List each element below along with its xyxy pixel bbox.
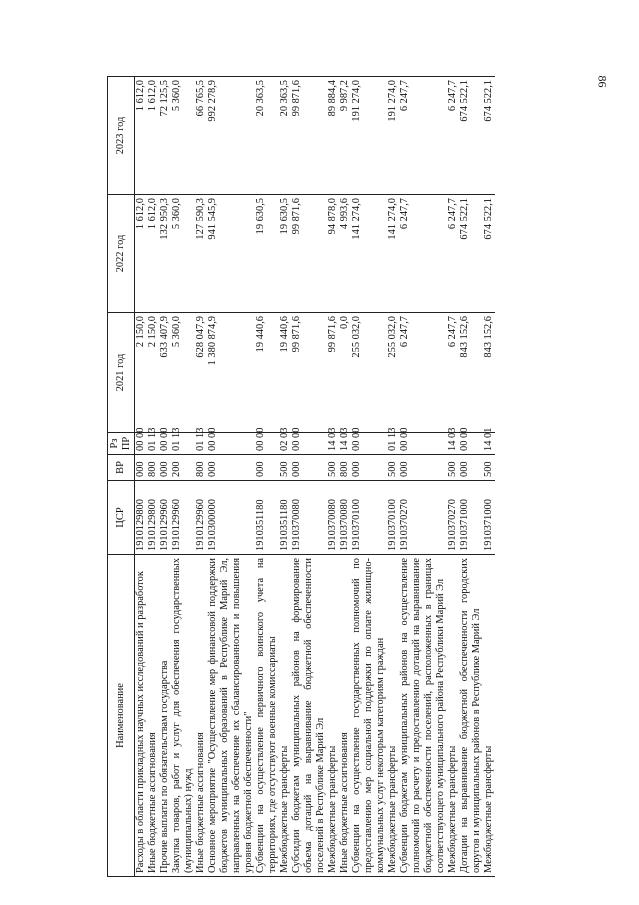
table-row (207, 77, 255, 877)
table-body (135, 77, 496, 877)
row-2023-cell: 191 274,0 (351, 77, 387, 195)
row-2021-cell: 2 150,0 (147, 313, 159, 433)
row-csr-cell: 1910129960 (159, 481, 171, 555)
row-rz-cell (135, 427, 148, 455)
rz-code: 00 (135, 440, 146, 451)
row-2023-cell: 992 278,9 (207, 77, 255, 195)
pr-code: 00 (255, 427, 266, 438)
pr-code: 00 (135, 427, 146, 438)
row-2022-cell: 674 522,1 (459, 195, 483, 313)
row-2021-cell: 843 152,6 (483, 313, 495, 433)
row-name-cell: Иные бюджетные ассигнования (147, 555, 159, 877)
row-vr-cell: 500 (279, 455, 291, 481)
header-name: Наименование (108, 555, 135, 877)
header-rz-pr: Рз ПР (108, 433, 135, 455)
row-name-cell: Субвенции на осуществление первичного воинского учета на территориях, где отсутствуют военные комиссариаты (255, 555, 279, 877)
table-row (255, 77, 279, 877)
row-name-cell: Межбюджетные трансферты (447, 555, 459, 877)
budget-table-wrapper (107, 77, 537, 877)
row-csr-cell: 1910370080 (291, 481, 327, 555)
row-rz-cell (195, 427, 207, 455)
row-rz-cell (171, 427, 195, 455)
row-name-cell: Иные бюджетные ассигнования (195, 555, 207, 877)
row-csr-cell: 1910129960 (195, 481, 207, 555)
row-vr-cell: 000 (135, 455, 148, 481)
pr-code: 00 (207, 427, 218, 438)
budget-table (107, 76, 495, 877)
row-name-cell: Субвенции на осуществление государственных полномочий по предоставлению мер социальной поддержки по оплате жилищно-коммунальных услуг некоторым категориям граждан (351, 555, 387, 877)
row-name-cell: Дотации на выравнивание бюджетной обеспеченности городских округов и муниципальных районов в Республике Марий Эл (459, 555, 483, 877)
rz-code: 01 (195, 440, 206, 451)
row-2021-cell: 633 407,9 (159, 313, 171, 433)
row-2023-cell: 66 765,5 (195, 77, 207, 195)
row-2022-cell: 127 590,3 (195, 195, 207, 313)
row-2023-cell: 191 274,0 (387, 77, 399, 195)
rz-code: 00 (255, 440, 266, 451)
row-csr-cell: 1910351180 (279, 481, 291, 555)
row-2021-cell: 255 032,0 (351, 313, 387, 433)
row-vr-cell: 500 (327, 455, 339, 481)
header-csr: ЦСР (108, 481, 135, 555)
pr-code: 13 (171, 427, 182, 438)
row-2021-cell: 2 150,0 (135, 313, 148, 433)
row-rz-cell (207, 427, 255, 455)
row-vr-cell: 800 (147, 455, 159, 481)
pr-code: 03 (327, 427, 338, 438)
row-vr-cell: 000 (159, 455, 171, 481)
row-csr-cell: 1910370100 (351, 481, 387, 555)
table-row (135, 77, 148, 877)
row-csr-cell: 1910370080 (339, 481, 351, 555)
table-header-row (108, 77, 135, 877)
table-row (279, 77, 291, 877)
row-2023-cell: 89 884,4 (327, 77, 339, 195)
row-csr-cell: 1910370100 (387, 481, 399, 555)
row-2022-cell: 941 545,9 (207, 195, 255, 313)
rz-code: 00 (399, 440, 410, 451)
row-2021-cell: 5 360,0 (171, 313, 195, 433)
table-row (195, 77, 207, 877)
row-csr-cell: 1910371000 (483, 481, 495, 555)
row-rz-cell (459, 427, 483, 455)
rz-code: 02 (279, 440, 290, 451)
row-csr-cell: 1910129800 (135, 481, 148, 555)
row-name-cell: Расходы в области прикладных научных исследований и разработок (135, 555, 148, 877)
table-row (351, 77, 387, 877)
row-rz-cell (147, 427, 159, 455)
row-2021-cell: 628 047,9 (195, 313, 207, 433)
row-2021-cell: 6 247,7 (399, 313, 447, 433)
row-2023-cell: 1 612,0 (147, 77, 159, 195)
row-2022-cell: 6 247,7 (399, 195, 447, 313)
row-vr-cell: 800 (195, 455, 207, 481)
row-name-cell: Межбюджетные трансферты (279, 555, 291, 877)
row-name-cell: Межбюджетные трансферты (483, 555, 495, 877)
row-vr-cell: 800 (339, 455, 351, 481)
header-2021: 2021 год (108, 313, 135, 433)
rz-code: 14 (483, 440, 494, 451)
row-vr-cell: 000 (207, 455, 255, 481)
table-row (483, 77, 495, 877)
rz-code: 14 (339, 440, 350, 451)
row-2021-cell: 1 380 874,9 (207, 313, 255, 433)
row-csr-cell: 1910370270 (399, 481, 447, 555)
pr-code: 13 (195, 427, 206, 438)
table-row (147, 77, 159, 877)
row-2023-cell: 5 360,0 (171, 77, 195, 195)
row-rz-cell (255, 427, 279, 455)
header-2023: 2023 год (108, 77, 135, 195)
row-2022-cell: 1 612,0 (147, 195, 159, 313)
row-vr-cell: 000 (291, 455, 327, 481)
row-2023-cell: 72 125,5 (159, 77, 171, 195)
row-2022-cell: 4 993,6 (339, 195, 351, 313)
row-2021-cell: 843 152,6 (459, 313, 483, 433)
row-2023-cell: 6 247,7 (447, 77, 459, 195)
rz-code: 14 (327, 440, 338, 451)
row-2021-cell: 0,0 (339, 313, 351, 433)
pr-code: 00 (351, 427, 362, 438)
page-number: 86 (595, 75, 610, 88)
row-name-cell: Межбюджетные трансферты (327, 555, 339, 877)
row-name-cell: Субвенции бюджетам муниципальных районов на осуществление полномочий по расчету и предоставлению дотаций на выравнивание бюджетной обеспеченности поселений, расположенных в границах соответствующего муниципального района Республики Марий Эл (399, 555, 447, 877)
row-2022-cell: 19 630,5 (279, 195, 291, 313)
header-vr: ВР (108, 455, 135, 481)
row-name-cell: Межбюджетные трансферты (387, 555, 399, 877)
row-2022-cell: 94 878,0 (327, 195, 339, 313)
row-name-cell: Закупка товаров, работ и услуг для обеспечения государственных (муниципальных) нужд (171, 555, 195, 877)
row-2022-cell: 141 274,0 (351, 195, 387, 313)
pr-code: 00 (291, 427, 302, 438)
table-row (387, 77, 399, 877)
row-rz-cell (351, 427, 387, 455)
row-csr-cell: 1910351180 (255, 481, 279, 555)
row-2023-cell: 6 247,7 (399, 77, 447, 195)
table-row (459, 77, 483, 877)
pr-code: 00 (159, 427, 170, 438)
rz-code: 00 (351, 440, 362, 451)
row-vr-cell: 500 (447, 455, 459, 481)
row-rz-cell (339, 427, 351, 455)
row-2023-cell: 20 363,5 (255, 77, 279, 195)
pr-code: 13 (387, 427, 398, 438)
row-2023-cell: 9 987,2 (339, 77, 351, 195)
table-row (447, 77, 459, 877)
row-csr-cell: 1910371000 (459, 481, 483, 555)
row-2021-cell: 255 032,0 (387, 313, 399, 433)
row-vr-cell: 200 (171, 455, 195, 481)
row-2022-cell: 1 612,0 (135, 195, 148, 313)
row-csr-cell: 1910370270 (447, 481, 459, 555)
row-rz-cell (279, 427, 291, 455)
header-2022: 2022 год (108, 195, 135, 313)
rz-code: 00 (459, 440, 470, 451)
row-2022-cell: 674 522,1 (483, 195, 495, 313)
table-row (327, 77, 339, 877)
row-rz-cell (327, 427, 339, 455)
row-rz-cell (159, 427, 171, 455)
row-2021-cell: 99 871,6 (327, 313, 339, 433)
rz-code: 00 (159, 440, 170, 451)
row-name-cell: Иные бюджетные ассигнования (339, 555, 351, 877)
row-2023-cell: 1 612,0 (135, 77, 148, 195)
row-rz-cell (483, 427, 495, 455)
row-csr-cell: 1910300000 (207, 481, 255, 555)
pr-code: 03 (279, 427, 290, 438)
row-csr-cell: 1910370080 (327, 481, 339, 555)
table-row (291, 77, 327, 877)
pr-code: 00 (399, 427, 410, 438)
row-2021-cell: 99 871,6 (291, 313, 327, 433)
row-rz-cell (399, 427, 447, 455)
row-2023-cell: 674 522,1 (483, 77, 495, 195)
pr-code: 13 (147, 427, 158, 438)
row-name-cell: Субсидии бюджетам муниципальных районов на формирование объема дотаций на выравнивание бюджетной обеспеченности поселений в Республике Марий Эл (291, 555, 327, 877)
row-rz-cell (387, 427, 399, 455)
rz-code: 01 (147, 440, 158, 451)
row-name-cell: Прочие выплаты по обязательствам государства (159, 555, 171, 877)
row-vr-cell: 000 (459, 455, 483, 481)
row-2022-cell: 132 950,3 (159, 195, 171, 313)
table-row (339, 77, 351, 877)
row-2021-cell: 19 440,6 (279, 313, 291, 433)
rz-code: 00 (291, 440, 302, 451)
row-csr-cell: 1910129800 (147, 481, 159, 555)
row-csr-cell: 1910129960 (171, 481, 195, 555)
row-rz-cell (291, 427, 327, 455)
rz-code: 14 (447, 440, 458, 451)
row-vr-cell: 000 (351, 455, 387, 481)
pr-code: 03 (447, 427, 458, 438)
pr-code: 01 (483, 427, 494, 438)
table-row (399, 77, 447, 877)
row-vr-cell: 000 (255, 455, 279, 481)
pr-code: 03 (339, 427, 350, 438)
rz-code: 01 (171, 440, 182, 451)
row-2021-cell: 6 247,7 (447, 313, 459, 433)
row-rz-cell (447, 427, 459, 455)
row-vr-cell: 500 (483, 455, 495, 481)
row-2022-cell: 99 871,6 (291, 195, 327, 313)
rz-code: 01 (387, 440, 398, 451)
row-2023-cell: 20 363,5 (279, 77, 291, 195)
row-name-cell: Основное мероприятие "Осуществление мер финансовой поддержки бюджетов муниципальных образований в Республике Марий Эл, направленных на обеспечение их сбалансированности и повышения уровня бюджетной обеспеченности" (207, 555, 255, 877)
row-2022-cell: 6 247,7 (447, 195, 459, 313)
row-2022-cell: 141 274,0 (387, 195, 399, 313)
table-row (159, 77, 171, 877)
table-row (171, 77, 195, 877)
row-2023-cell: 674 522,1 (459, 77, 483, 195)
row-2023-cell: 99 871,6 (291, 77, 327, 195)
row-vr-cell: 000 (399, 455, 447, 481)
rz-code: 00 (207, 440, 218, 451)
row-vr-cell: 500 (387, 455, 399, 481)
pr-code: 00 (459, 427, 470, 438)
row-2022-cell: 5 360,0 (171, 195, 195, 313)
row-2022-cell: 19 630,5 (255, 195, 279, 313)
row-2021-cell: 19 440,6 (255, 313, 279, 433)
